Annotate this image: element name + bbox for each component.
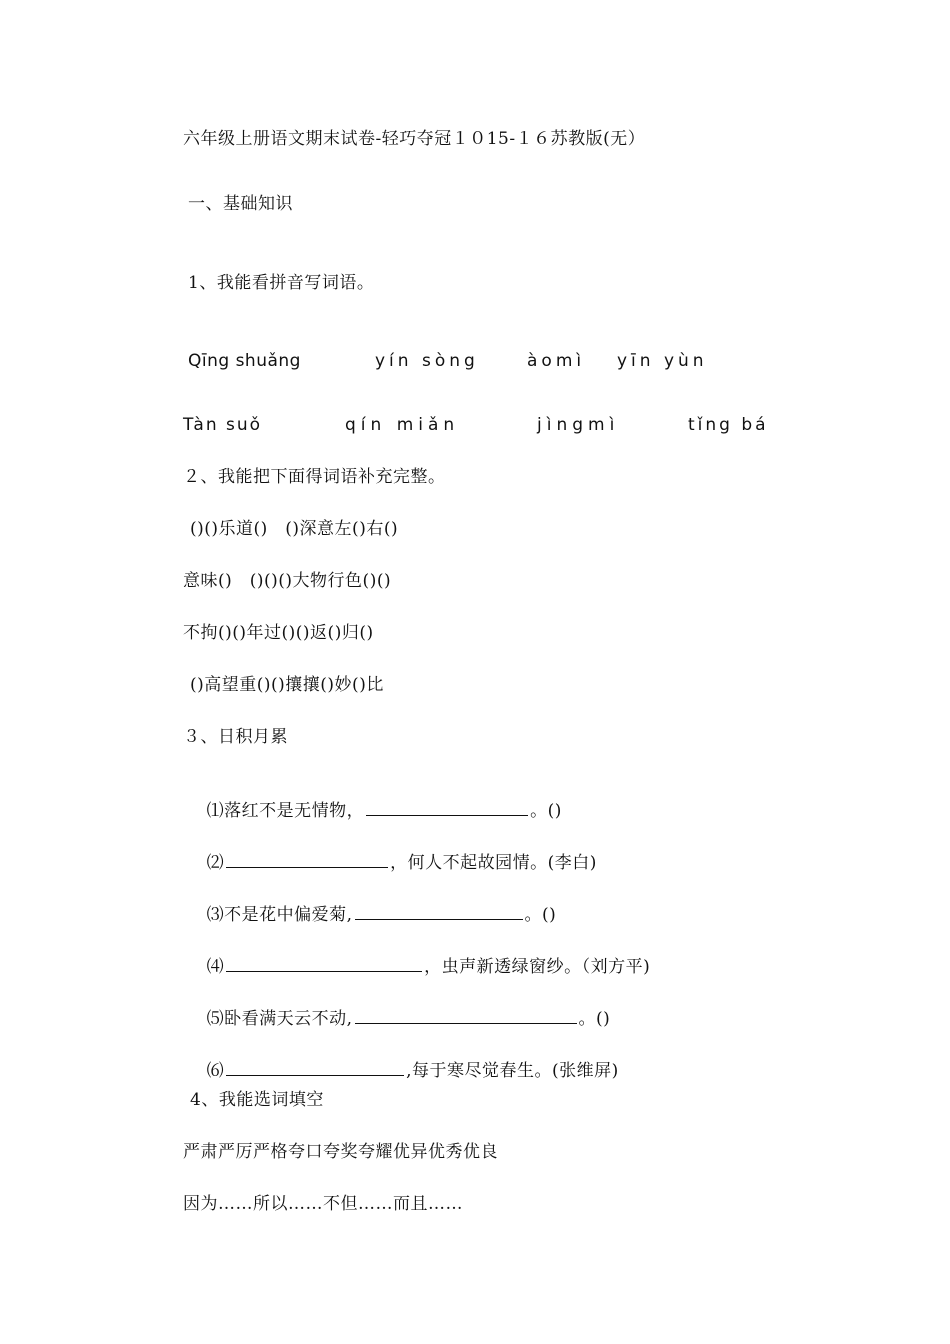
question-1-heading: 1、我能看拼音写词语。 bbox=[188, 273, 375, 293]
page-title: 六年级上册语文期末试卷-轻巧夺冠１０15-１６苏教版(无） bbox=[183, 129, 646, 149]
poem-prefix: ⑶不是花中偏爱菊, bbox=[206, 905, 353, 925]
poem-prefix: ⑷ bbox=[206, 957, 225, 977]
poem-prefix: ⑵ bbox=[206, 853, 225, 873]
answer-blank[interactable] bbox=[226, 851, 388, 868]
poem-prefix: ⑹ bbox=[206, 1061, 225, 1081]
poem-suffix: ，何人不起故园情。(李白) bbox=[390, 853, 597, 873]
question-2-heading: ２、我能把下面得词语补充完整。 bbox=[183, 467, 446, 487]
pinyin-item: tǐng bá bbox=[688, 415, 769, 435]
answer-blank[interactable] bbox=[226, 955, 422, 972]
pinyin-item: yín sòng bbox=[375, 351, 479, 371]
idiom-line: 不拘()()年过()()返()归() bbox=[183, 623, 374, 643]
pinyin-item: jìngmì bbox=[537, 415, 620, 435]
poem-suffix: 。() bbox=[530, 801, 562, 821]
pinyin-item: Qīng shuǎng bbox=[188, 351, 301, 371]
answer-blank[interactable] bbox=[355, 1007, 577, 1024]
poem-prefix: ⑸卧看满天云不动, bbox=[206, 1009, 353, 1029]
poem-suffix: 。() bbox=[524, 905, 557, 925]
poem-suffix: ，虫声新透绿窗纱。（刘方平) bbox=[424, 957, 651, 977]
poem-suffix: ,每于寒尽觉春生。(张维屏) bbox=[406, 1061, 619, 1081]
pinyin-item: qín miǎn bbox=[345, 415, 460, 435]
idiom-line: ()()乐道() ()深意左()右() bbox=[190, 519, 399, 539]
pinyin-item: Tàn suǒ bbox=[183, 415, 263, 435]
answer-blank[interactable] bbox=[366, 799, 528, 816]
answer-blank[interactable] bbox=[226, 1059, 404, 1076]
connector-bank: 因为……所以……不但……而且…… bbox=[183, 1194, 463, 1214]
poem-prefix: ⑴落红不是无情物， bbox=[206, 801, 365, 821]
idiom-line: 意味() ()()()大物行色()() bbox=[183, 571, 392, 591]
question-4-heading: 4、我能选词填空 bbox=[190, 1090, 324, 1110]
poem-suffix: 。() bbox=[578, 1009, 611, 1029]
pinyin-item: àomì bbox=[527, 351, 586, 371]
idiom-line: ()高望重()()攘攘()妙()比 bbox=[190, 675, 384, 695]
pinyin-item: yīn yùn bbox=[617, 351, 708, 371]
question-3-heading: ３、日积月累 bbox=[183, 727, 288, 747]
answer-blank[interactable] bbox=[355, 903, 523, 920]
section-heading: 一、基础知识 bbox=[188, 194, 293, 214]
word-bank: 严肃严厉严格夸口夸奖夸耀优异优秀优良 bbox=[183, 1142, 498, 1162]
